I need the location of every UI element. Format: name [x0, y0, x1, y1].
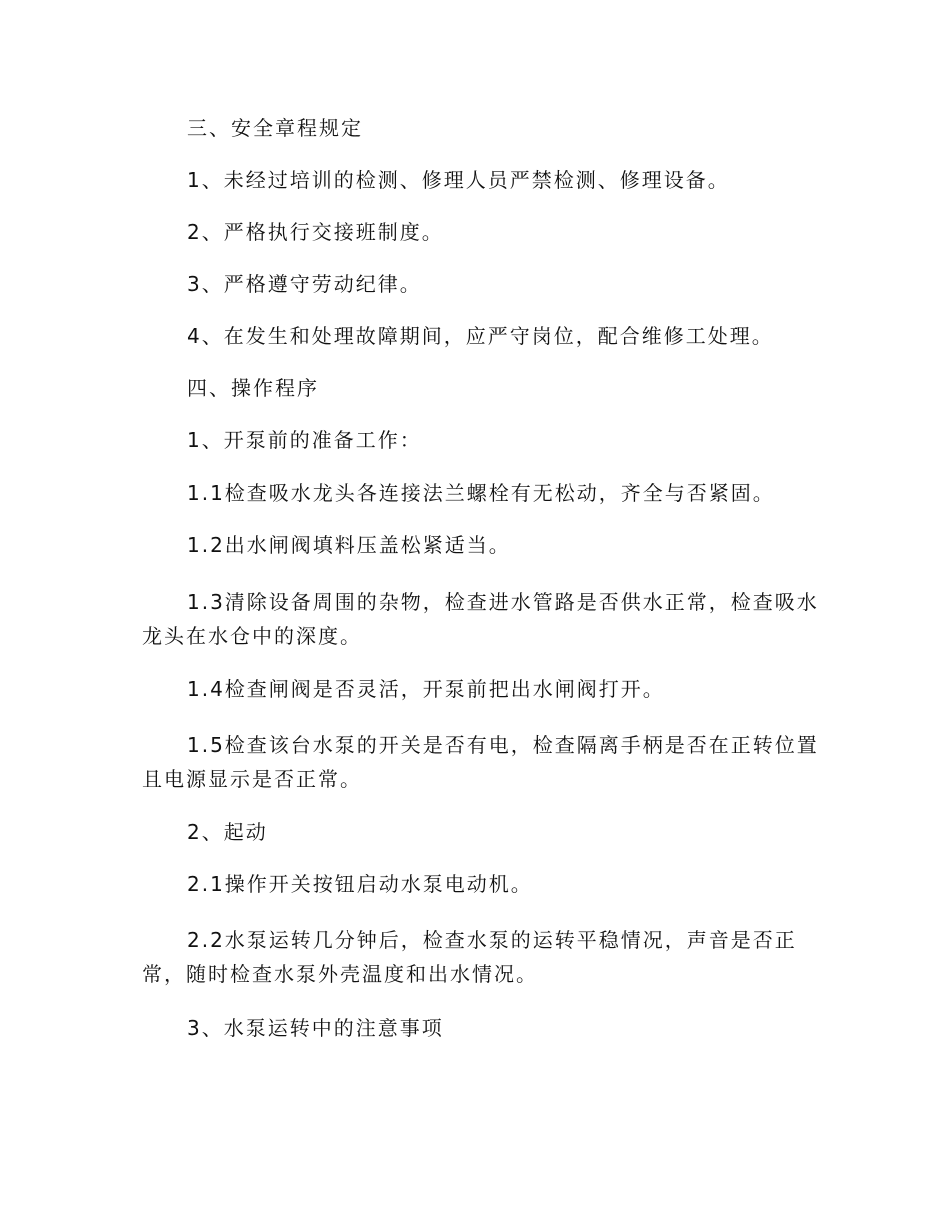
paragraph-rule-1: 1、未经过培训的检测、修理人员严禁检测、修理设备。: [187, 168, 730, 192]
paragraph-step-2-1: 2.1操作开关按钮启动水泵电动机。: [187, 872, 533, 896]
paragraph-step-1-4: 1.4检查闸阀是否灵活，开泵前把出水闸阀打开。: [187, 677, 665, 701]
paragraph-rule-2: 2、严格执行交接班制度。: [187, 220, 444, 244]
paragraph-step-1-1: 1.1检查吸水龙头各连接法兰螺栓有无松动，齐全与否紧固。: [187, 481, 775, 505]
paragraph-step-1-3: 1.3清除设备周围的杂物，检查进水管路是否供水正常，检查吸水龙头在水仓中的深度。: [142, 590, 819, 648]
section-heading-operation-procedure: 四、操作程序: [187, 376, 319, 400]
subheading-running-notes: 3、水泵运转中的注意事项: [187, 1016, 444, 1040]
subheading-preparation: 1、开泵前的准备工作：: [187, 428, 422, 452]
section-heading-safety-rules: 三、安全章程规定: [187, 116, 363, 140]
paragraph-step-1-2: 1.2出水闸阀填料压盖松紧适当。: [187, 533, 511, 557]
paragraph-rule-3: 3、严格遵守劳动纪律。: [187, 272, 422, 296]
paragraph-step-2-2: 2.2水泵运转几分钟后，检查水泵的运转平稳情况，声音是否正常，随时检查水泵外壳温度和出水情况。: [142, 928, 797, 986]
paragraph-step-1-5: 1.5检查该台水泵的开关是否有电，检查隔离手柄是否在正转位置且电源显示是否正常。: [142, 733, 819, 791]
subheading-start: 2、起动: [187, 820, 268, 844]
paragraph-rule-4: 4、在发生和处理故障期间，应严守岗位，配合维修工处理。: [187, 324, 774, 348]
